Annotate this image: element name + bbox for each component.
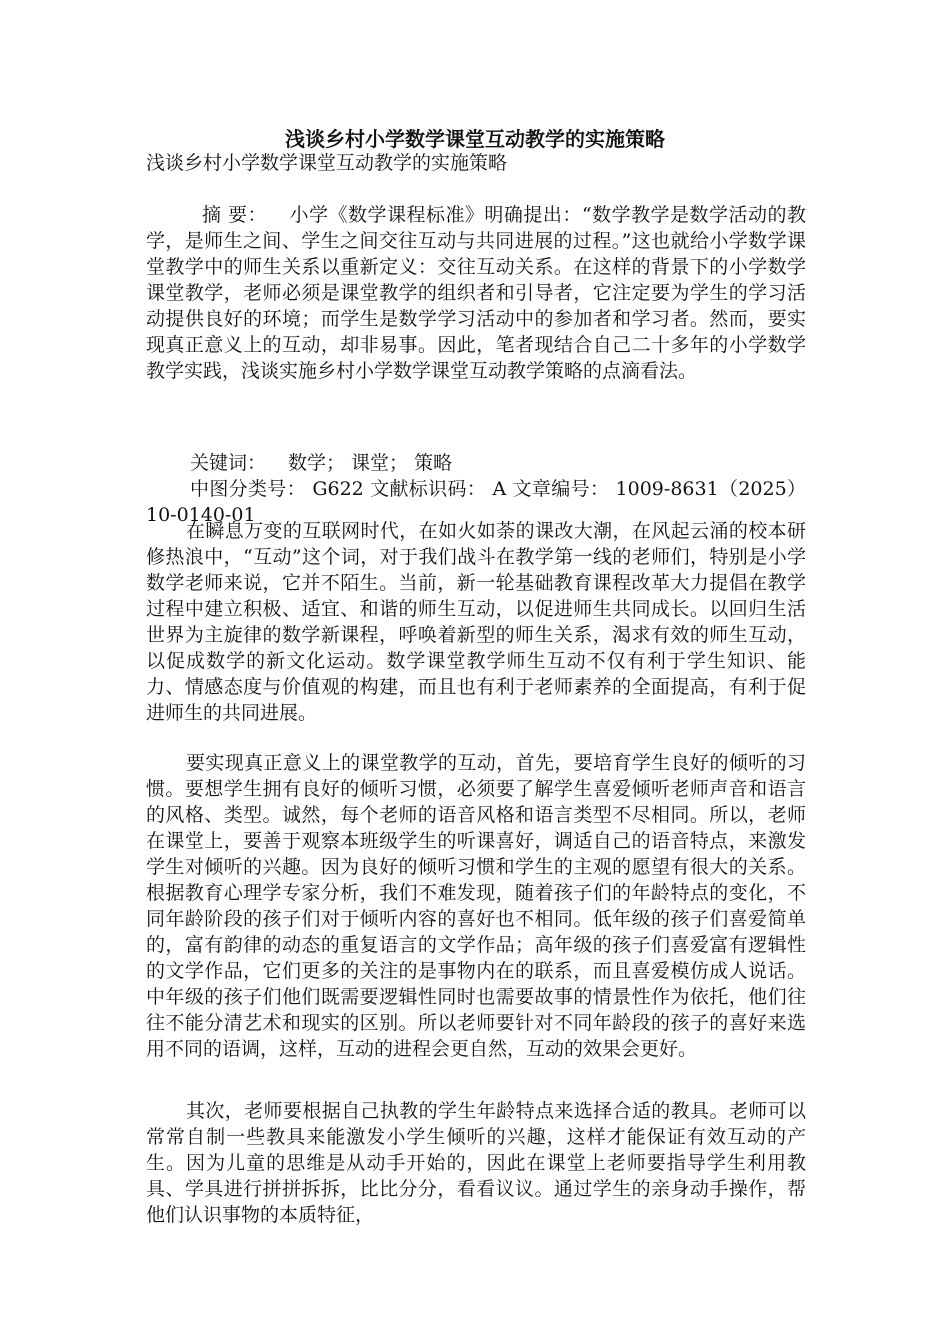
- body-paragraph: 要实现真正意义上的课堂教学的互动，首先，要培育学生良好的倾听的习惯。要想学生拥有良好的倾听习惯，必须要了解学生喜爱倾听老师声音和语言的风格、类型。诚然，每个老师的语音风格和语言类型不尽相同。所以，老师在课堂上，要善于观察本班级学生的听课喜好，调适自己的语音特点，来激发学生对倾听的兴趣。因为良好的倾听习惯和学生的主观的愿望有很大的关系。根据教育心理学专家分析，我们不难发现，随着孩子们的年龄特点的变化，不同年龄阶段的孩子们对于倾听内容的喜好也不相同。低年级的孩子们喜爱简单的，富有韵律的动态的重复语言的文学作品；高年级的孩子们喜爱富有逻辑性的文学作品，它们更多的关注的是事物内在的联系，而且喜爱模仿成人说话。中年级的孩子们他们既需要逻辑性同时也需要故事的情景性作为依托，他们往往不能分清艺术和现实的区别。所以老师要针对不同年龄段的孩子的喜好来选用不同的语调，这样，互动的进程会更自然，互动的效果会更好。: [146, 752, 806, 1060]
- keywords-value: 数学； 课堂； 策略: [288, 452, 453, 474]
- body-paragraph: 其次，老师要根据自己执教的学生年龄特点来选择合适的教具。老师可以常常自制一些教具来能激发小学生倾听的兴趣，这样才能保证有效互动的产生。因为儿童的思维是从动手开始的，因此在课堂上老师要指导学生利用教具、学具进行拼拼拆拆，比比分分，看看议议。通过学生的亲身动手操作，帮他们认识事物的本质特征，: [146, 1100, 806, 1226]
- document-title: 浅谈乡村小学数学课堂互动教学的实施策略: [285, 127, 665, 151]
- body-paragraph: 在瞬息万变的互联网时代，在如火如荼的课改大潮，在风起云涌的校本研修热浪中，“互动”这个词，对于我们战斗在教学第一线的老师们，特别是小学数学老师来说，它并不陌生。当前，新一轮基础教育课程改革大力提倡在教学过程中建立积极、适宜、和谐的师生互动，以促进师生共同成长。以回归生活世界为主旋律的数学新课程，呼唤着新型的师生关系，渴求有效的师生互动，以促成数学的新文化运动。数学课堂教学师生互动不仅有利于学生知识、能力、情感态度与价值观的构建，而且也有利于老师素养的全面提高，有利于促进师生的共同进展。: [146, 520, 806, 724]
- abstract-text: 小学《数学课程标准》明确提出：“数学教学是数学活动的教学，是师生之间、学生之间交往互动与共同进展的过程。”这也就给小学数学课堂教学中的师生关系以重新定义：交往互动关系。在这样的背景下的小学数学课堂教学，老师必须是课堂教学的组织者和引导者，它注定要为学生的学习活动提供良好的环境；而学生是数学学习活动中的参加者和学习者。然而，要实现真正意义上的互动，却非易事。因此，笔者现结合自己二十多年的小学数学教学实践，浅谈实施乡村小学数学课堂互动教学策略的点滴看法。: [146, 204, 806, 382]
- abstract-block: [146, 202, 806, 384]
- keywords-label: 关键词：: [190, 452, 267, 474]
- classification-line: 中图分类号： G622 文献标识码： A 文章编号： 1009-8631（2025）10-0140-01: [146, 478, 806, 526]
- keywords-line: [146, 450, 806, 476]
- abstract-label: 摘 要：: [202, 204, 268, 226]
- document-subtitle: 浅谈乡村小学数学课堂互动教学的实施策略: [146, 152, 508, 174]
